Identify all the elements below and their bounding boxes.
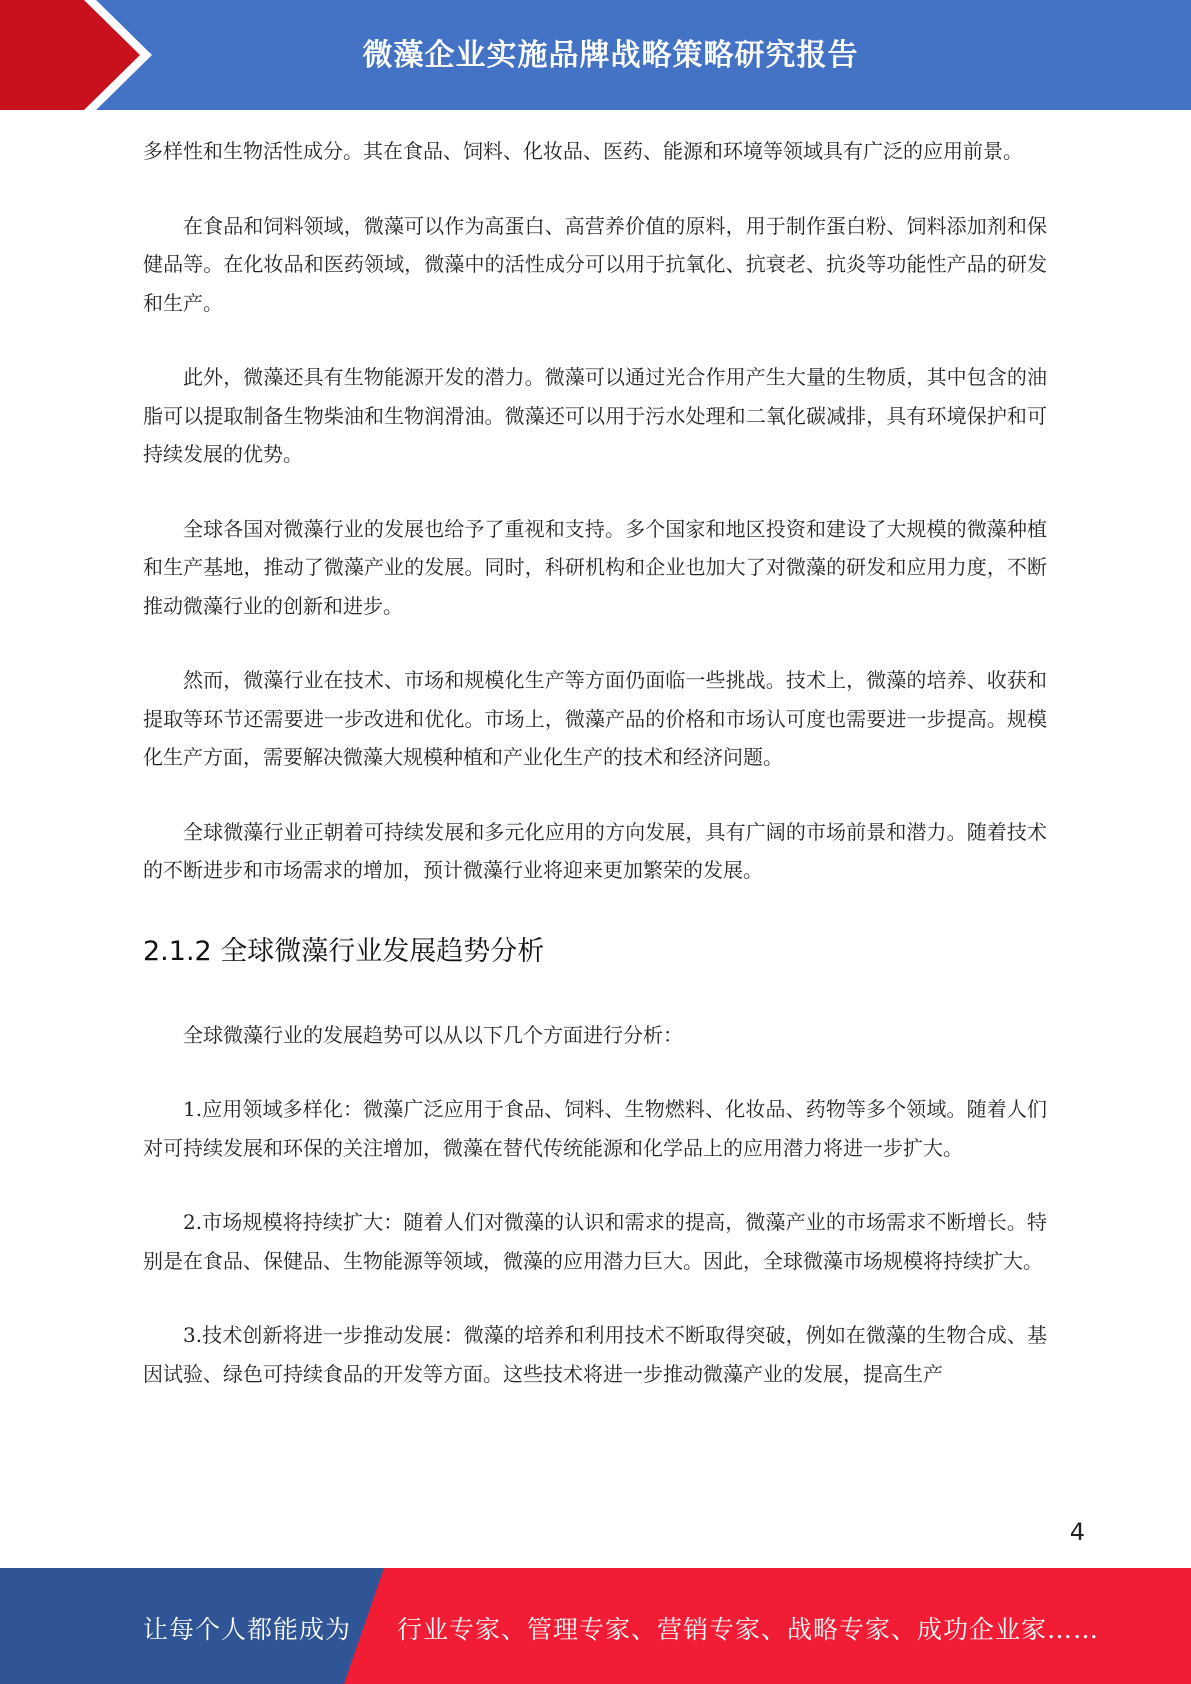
list-item: 3.技术创新将进一步推动发展：微藻的培养和利用技术不断取得突破，例如在微藻的生物合成、基因试验、绿色可持续食品的开发等方面。这些技术将进一步推动微藻产业的发展，提高生产 bbox=[143, 1323, 1047, 1386]
page-number: 4 bbox=[1069, 1518, 1085, 1546]
paragraph: 然而，微藻行业在技术、市场和规模化生产等方面仍面临一些挑战。技术上，微藻的培养、收获和提取等环节还需要进一步改进和优化。市场上，微藻产品的价格和市场认可度也需要进一步提高。规模化生产方面，需要解决微藻大规模种植和产业化生产的技术和经济问题。 bbox=[143, 668, 1047, 769]
paragraph: 多样性和生物活性成分。其在食品、饲料、化妆品、医药、能源和环境等领域具有广泛的应用前景。 bbox=[143, 139, 1023, 163]
footer-slogan-left: 让每个人都能成为 bbox=[143, 1615, 352, 1644]
paragraph: 此外，微藻还具有生物能源开发的潜力。微藻可以通过光合作用产生大量的生物质，其中包含的油脂可以提取制备生物柴油和生物润滑油。微藻还可以用于污水处理和二氧化碳减排，具有环境保护和可持续发展的优势。 bbox=[143, 365, 1047, 466]
section-heading: 2.1.2 全球微藻行业发展趋势分析 bbox=[143, 935, 545, 967]
paragraph: 全球各国对微藻行业的发展也给予了重视和支持。多个国家和地区投资和建设了大规模的微藻种植和生产基地，推动了微藻产业的发展。同时，科研机构和企业也加大了对微藻的研发和应用力度，不断推动微藻行业的创新和进步。 bbox=[143, 516, 1047, 618]
paragraph: 在食品和饲料领域，微藻可以作为高蛋白、高营养价值的原料，用于制作蛋白粉、饲料添加剂和保健品等。在化妆品和医药领域，微藻中的活性成分可以用于抗氧化、抗衰老、抗炎等功能性产品的研发和生产。 bbox=[143, 213, 1047, 315]
report-title: 微藻企业实施品牌战略策略研究报告 bbox=[362, 38, 859, 73]
paragraph: 全球微藻行业正朝着可持续发展和多元化应用的方向发展，具有广阔的市场前景和潜力。随着技术的不断进步和市场需求的增加，预计微藻行业将迎来更加繁荣的发展。 bbox=[143, 819, 1047, 882]
page-header bbox=[0, 0, 1191, 110]
footer-slogan-right: 行业专家、管理专家、营销专家、战略专家、成功企业家…… bbox=[397, 1615, 1100, 1644]
document-body bbox=[143, 132, 1047, 1429]
list-item: 1.应用领域多样化：微藻广泛应用于食品、饲料、生物燃料、化妆品、药物等多个领域。随着人们对可持续发展和环保的关注增加，微藻在替代传统能源和化学品上的应用潜力将进一步扩大。 bbox=[143, 1097, 1047, 1160]
list-item: 2.市场规模将持续扩大：随着人们对微藻的认识和需求的提高，微藻产业的市场需求不断增长。特别是在食品、保健品、生物能源等领域，微藻的应用潜力巨大。因此，全球微藻市场规模将持续扩大。 bbox=[143, 1210, 1047, 1273]
paragraph: 全球微藻行业的发展趋势可以从以下几个方面进行分析： bbox=[183, 1022, 683, 1047]
page-footer bbox=[0, 1568, 1191, 1684]
